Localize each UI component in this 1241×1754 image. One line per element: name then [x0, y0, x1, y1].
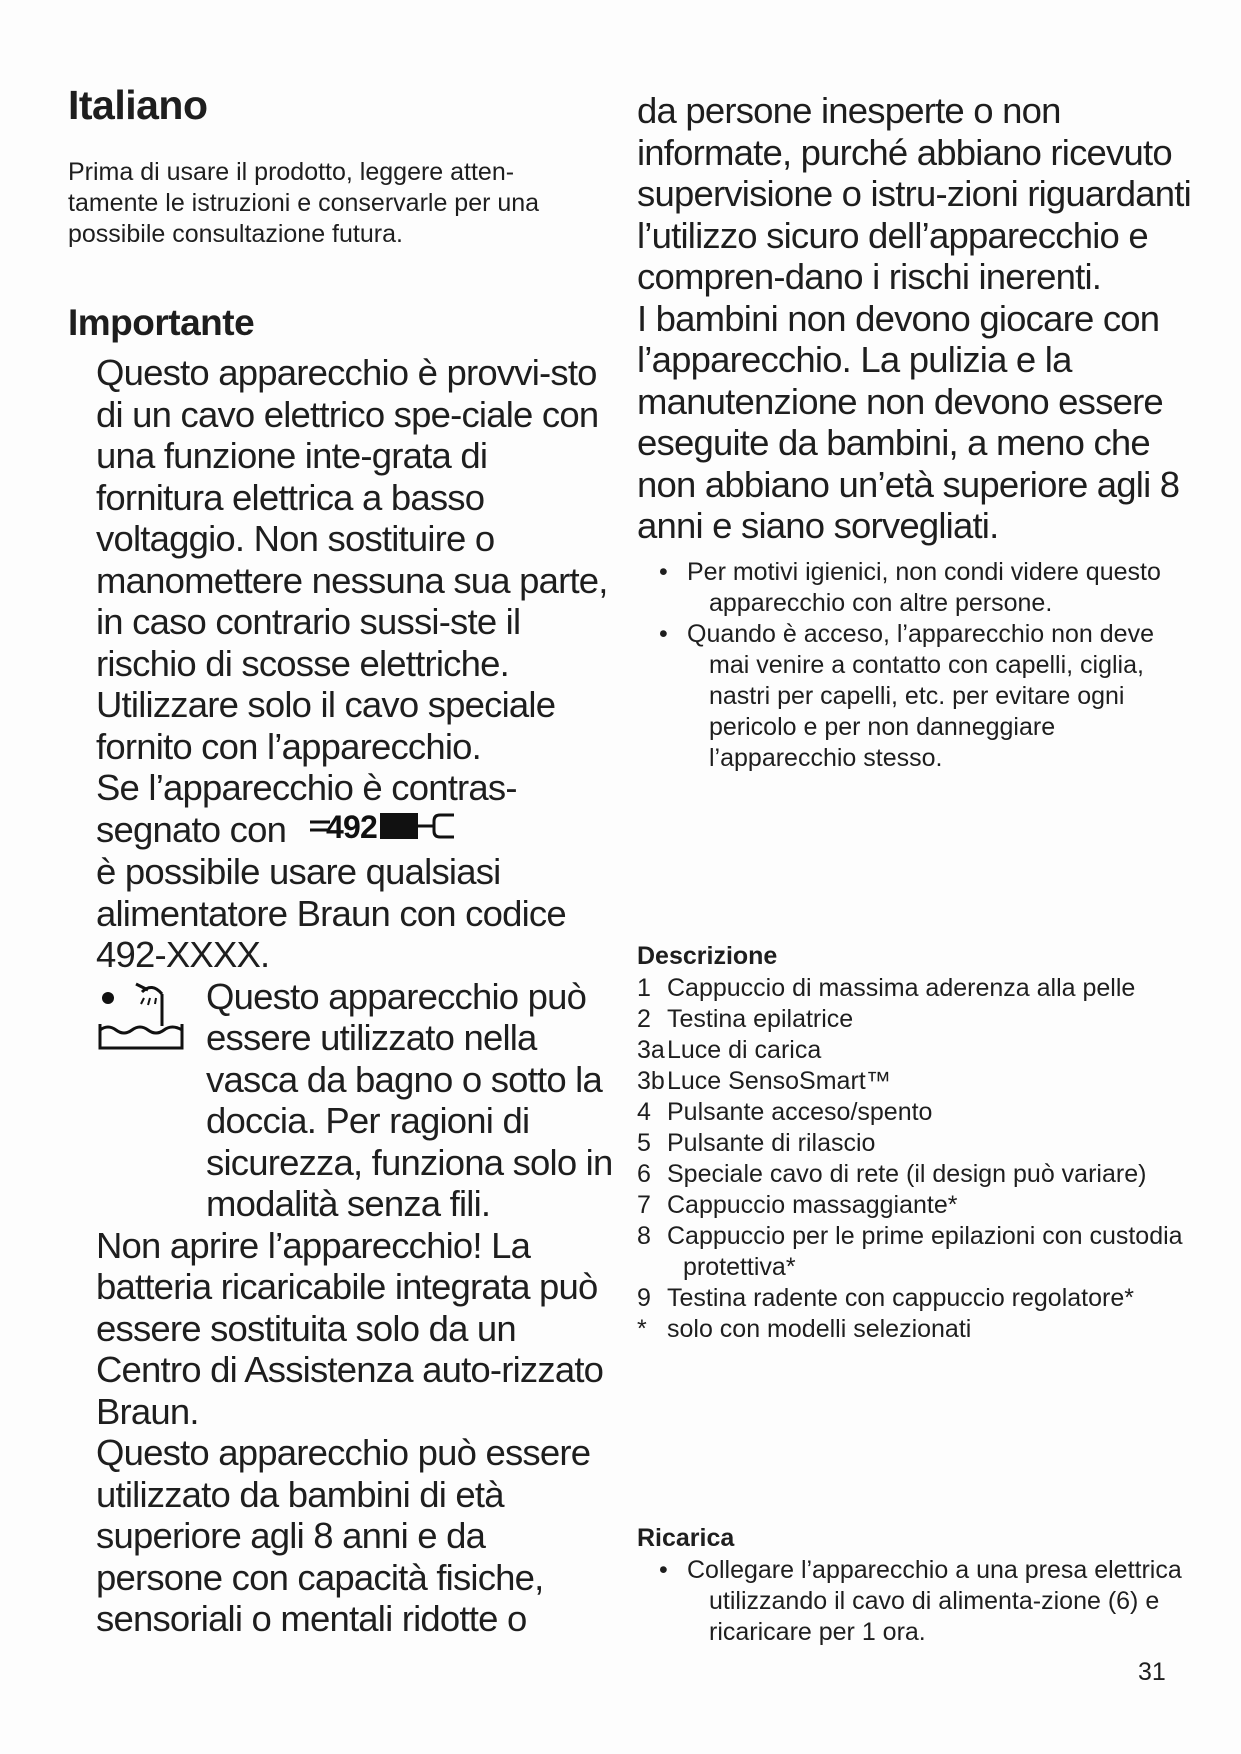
list-item: 2 Testina epilatrice — [637, 1005, 854, 1033]
charging-bullets — [637, 1555, 1197, 1648]
bullet-icon: • — [659, 557, 668, 586]
bath-warning — [96, 976, 618, 1225]
marking-label: segnato con — [96, 809, 287, 850]
right-column — [637, 90, 1197, 774]
list-item: * solo con modelli selezionati — [637, 1315, 972, 1343]
important-heading: Importante — [68, 302, 255, 343]
list-item: 7 Cappuccio massaggiante* — [637, 1191, 958, 1219]
charging-heading: Ricarica — [637, 1524, 735, 1552]
description-heading: Descrizione — [637, 942, 778, 970]
warning-marking-line3: è possibile usare qualsiasi alimentatore Braun con codice 492-XXXX. — [96, 851, 566, 975]
page-number: 31 — [1138, 1658, 1166, 1686]
list-item: 4 Pulsante acceso/spento — [637, 1098, 933, 1126]
warning-marking-line2 — [96, 809, 618, 852]
warning-children: Questo apparecchio può essere utilizzato da bambini di età superiore agli 8 anni e da persone con capacità fisiche, sensoriali o mentali ridotte o — [96, 1432, 591, 1639]
warning-cable: Questo apparecchio è provvi-sto di un cavo elettrico spe-ciale con una funzione inte-grata di fornitura elettrica a basso voltaggio. Non sostituire o manomettere nessuna sua parte, in caso contrario sussi-ste il rischio di scosse elettriche. — [96, 352, 608, 684]
hygiene-bullets — [637, 557, 1197, 774]
bullet-icon: • — [659, 619, 668, 648]
intro-text: Prima di usare il prodotto, leggere atten-tamente le istruzioni e conservarle per una possibile consultazione futura. — [68, 158, 540, 248]
list-item: 8 Cappuccio per le prime epilazioni con custodia protettiva* — [637, 1222, 1183, 1281]
list-item: 1 Cappuccio di massima aderenza alla pelle — [637, 974, 1136, 1002]
warning-do-not-open: Non aprire l’apparecchio! La batteria ricaricabile integrata può essere sostituita solo da un Centro di Assistenza auto-rizzato Braun. — [96, 1224, 604, 1432]
warning-special-cable: Utilizzare solo il cavo speciale fornito con l’apparecchio. — [96, 684, 556, 767]
symbol-code-text: 492 — [326, 808, 378, 843]
list-item: 3b Luce SensoSmart™ — [637, 1067, 891, 1095]
list-item: 6 Speciale cavo di rete (il design può variare) — [637, 1160, 1147, 1188]
warning-bath: Questo apparecchio può essere utilizzato nella vasca da bagno o sotto la doccia. Per ragioni di sicurezza, funziona solo in modalità senza fili. — [206, 975, 613, 1224]
description-section — [637, 942, 1197, 1345]
power-supply-code-icon — [308, 809, 458, 852]
list-item: • Per motivi igienici, non condi videre questo apparecchio con altre persone. — [659, 557, 1161, 617]
bullet-icon: • — [659, 1556, 668, 1584]
bath-shower-icon — [96, 980, 186, 1065]
list-item: 9 Testina radente con cappuccio regolatore* — [637, 1284, 1134, 1312]
list-item: 3a Luce di carica — [637, 1036, 822, 1064]
important-warnings — [96, 352, 618, 1640]
page-title: Italiano — [68, 82, 208, 128]
warning-supervision: da persone inesperte o non informate, purché abbiano ricevuto supervisione o istru-zioni riguardanti l’utilizzo sicuro dell’apparecchio e compren-dano i rischi inerenti. — [637, 90, 1191, 297]
description-list — [637, 973, 1197, 1345]
list-item: • Quando è acceso, l’apparecchio non deve mai venire a contatto con capelli, ciglia, nastri per capelli, etc. per evitare ogni pericolo e per non danneggiare l’apparecchio stesso. — [659, 619, 1154, 772]
list-item: • Collegare l’apparecchio a una presa elettrica utilizzando il cavo di alimenta-zione (6) e ricaricare per 1 ora. — [659, 1556, 1182, 1646]
warning-children-play: I bambini non devono giocare con l’apparecchio. La pulizia e la manutenzione non devono essere eseguite da bambini, a meno che non abbiano un’età superiore agli 8 anni e siano sorvegliati. — [637, 297, 1180, 546]
left-column — [68, 82, 618, 1640]
right-warnings — [637, 90, 1197, 547]
warning-marking-line1: Se l’apparecchio è contras- — [96, 767, 517, 808]
list-item: 5 Pulsante di rilascio — [637, 1129, 876, 1157]
charging-section — [637, 1524, 1197, 1648]
